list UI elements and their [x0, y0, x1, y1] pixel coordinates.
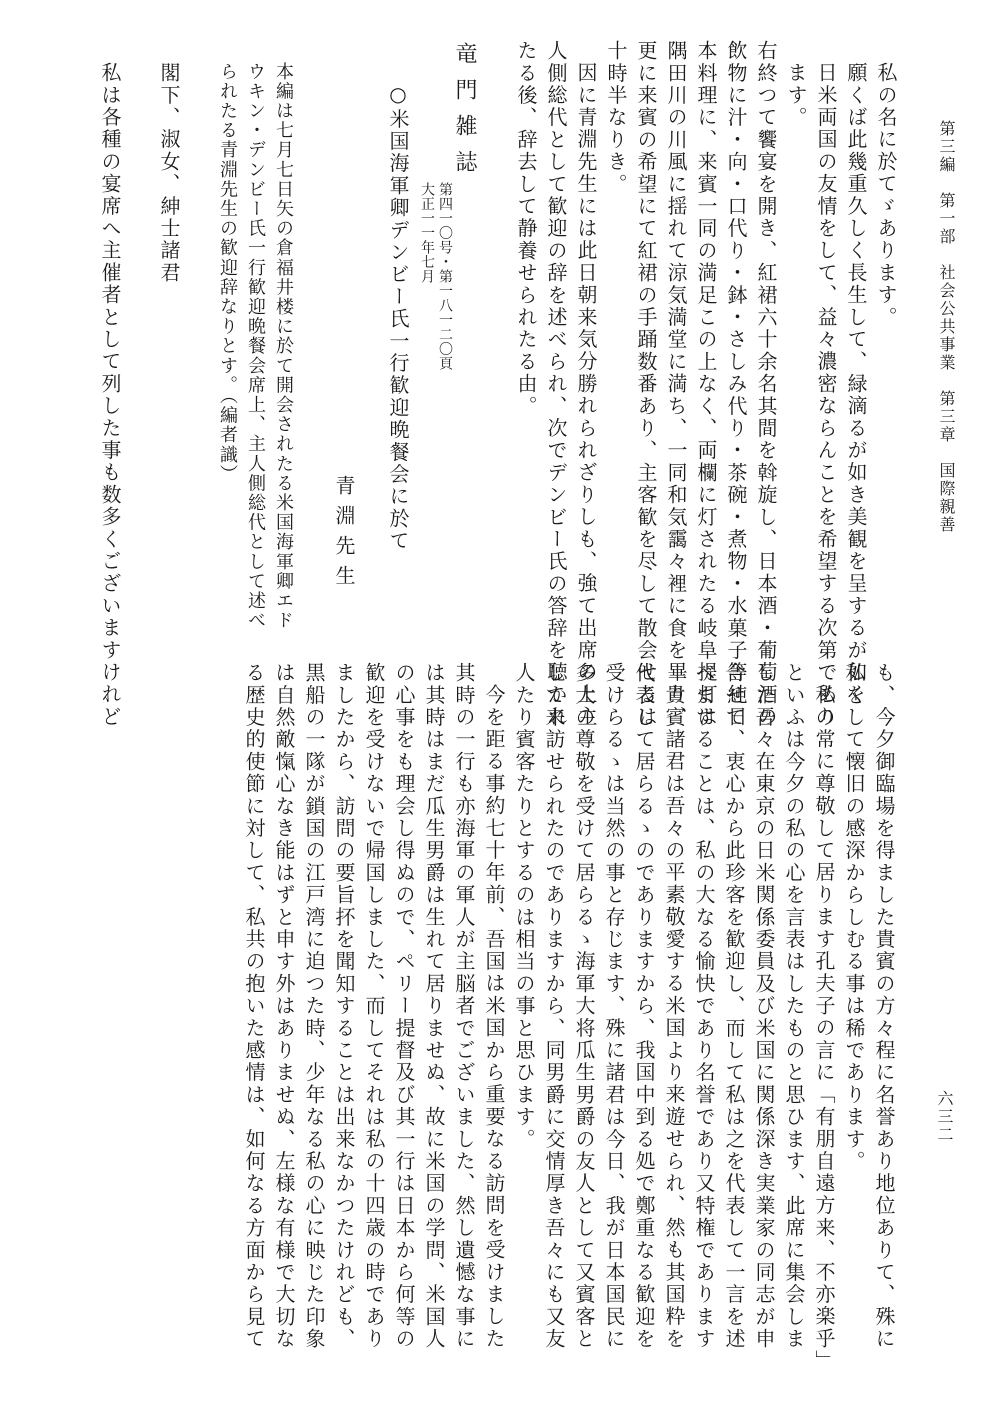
lower-line: は其時はまだ瓜生男爵は生れて居りませぬ、故に米国の学問、米国人: [422, 662, 446, 1351]
upper-line: 本料理に、来賓一同の満足この上なく、両欄に灯されたる岐阜提灯は: [694, 40, 718, 729]
upper-line: 私は各種の宴席へ主催者として列した事も数多くございますけれど: [98, 62, 122, 728]
lower-line: る歴史的使節に対して、私共の抱いた感情は、如何なる方面から見て: [242, 662, 266, 1351]
upper-line: 十時半なりき。: [604, 40, 628, 196]
upper-line: たる後、辞去して静養せられたる由。: [514, 40, 538, 418]
lower-line: して来訪せられたのでありますから、同男爵に交情厚き吾々にも又友: [542, 662, 566, 1351]
upper-line: 人側総代として歓迎の辞を述べられ、次でデンビー氏の答辞を聴かれ: [544, 40, 568, 729]
lower-line: 黒船の一隊が鎖国の江戸湾に迫つた時、少年なる私の心に映じた印象: [302, 662, 326, 1351]
lower-line: ましたから、訪問の要旨抔を聞知することは出来なかつたけれども、: [332, 662, 356, 1351]
editor-note-line: 本編は七月七日矢の倉福井楼に於て開会されたる米国海軍卿エド: [273, 62, 294, 631]
lower-line: 受けらるゝは当然の事と存じます、殊に諸君は今日、我が日本国民に: [602, 662, 626, 1351]
upper-line: 更に来賓の希望にて紅裙の手踊数番あり、主客歓を尽して散会せるは: [634, 40, 658, 729]
lower-line: 私をして懐旧の感深からしむる事は稀であります。: [842, 662, 866, 1173]
upper-line: 願くば此幾重久しく長生して、緑滴るが如き美観を呈するが如く: [844, 62, 868, 706]
lower-line: といふは今夕の私の心を言表はしたものと思ひます、此席に集会しま: [782, 662, 806, 1351]
lower-line: 今を距る事約七十年前、吾国は米国から重要なる訪問を受けました: [482, 684, 506, 1350]
lower-line: 私の常に尊敬して居ります孔夫子の言に「有朋自遠方来、不亦楽乎」: [812, 684, 836, 1373]
lower-line: 合せて、衷心から此珍客を歓迎し、而して私は之を代表して一言を述: [722, 662, 746, 1351]
lower-line: の心事をも理会し得ぬので、ペリー提督及び其一行は日本から何等の: [392, 662, 416, 1351]
lower-line: は自然敵愾心なき能はずと申す外はありませぬ、左様な有様で大切な: [272, 662, 296, 1351]
upper-line: 右終つて饗宴を開き、紅裙六十余名其間を斡旋し、日本酒・葡萄酒の: [754, 40, 778, 729]
editor-note-line: ウキン・デンビー氏一行歓迎晩餐会席上、主人側総代として述べ: [245, 62, 266, 631]
lower-line: 貴賓諸君は吾々の平素敬愛する米国より来遊せられ、然も其国粋を: [662, 684, 686, 1350]
article-title: ○米国海軍卿デンビー氏一行歓迎晩餐会に於て: [386, 82, 410, 553]
running-head: 第三編 第一部 社会公共事業 第三章 国際親善: [937, 120, 956, 534]
upper-line: ます。: [784, 62, 808, 129]
salutation: 閣下、淑女、紳士諸君: [157, 62, 181, 284]
upper-line: 隅田川の川風に揺れて涼気満堂に満ち、一同和気靄々裡に食を畢り、: [664, 40, 688, 729]
lower-line: 歓迎を受けないで帰国しました、而してそれは私の十四歳の時であり: [362, 662, 386, 1351]
journal-title: 竜門雑誌: [452, 42, 477, 186]
lower-line: 人たり賓客たりとするのは相当の事と思ひます。: [512, 662, 536, 1151]
upper-line: 日米両国の友情をして、益々濃密ならんことを希望する次第であり: [814, 62, 838, 728]
lower-line: べますることは、私の大なる愉快であり名誉であり又特権であります: [692, 662, 716, 1351]
author: 青淵先生: [332, 475, 356, 595]
lower-line: 多大の尊敬を受けて居らるゝ海軍大将瓜生男爵の友人として又賓客と: [572, 662, 596, 1351]
lower-line: 其時の一行も亦海軍の軍人が主脳者でございました、然し遺憾な事に: [452, 662, 476, 1351]
journal-reference: 第四一〇号・第一八一二〇頁: [437, 182, 453, 371]
lower-line: 代表して居らるゝのでありますから、我国中到る処で鄭重なる歓迎を: [632, 662, 656, 1351]
journal-date: 大正一一年七月: [419, 182, 435, 284]
editor-note-line: られたる青淵先生の歓迎辞なりとす。（編者識）: [217, 62, 238, 485]
lower-line: した吾々在東京の日米関係委員及び米国に関係深き実業家の同志が申: [752, 662, 776, 1351]
page-number: 六三二: [935, 1090, 954, 1144]
upper-line: 因に青淵先生には此日朝来気分勝れられざりしも、強て出席の上主: [574, 62, 598, 728]
upper-line: 飲物に汁・向・口代り・鉢・さしみ代り・茶碗・煮物・水菓子等純日: [724, 40, 748, 729]
lower-line: も、今夕御臨場を得ました貴賓の方々程に名誉あり地位ありて、殊に: [872, 662, 896, 1351]
upper-line: 私の名に於てゞあります。: [874, 62, 898, 329]
